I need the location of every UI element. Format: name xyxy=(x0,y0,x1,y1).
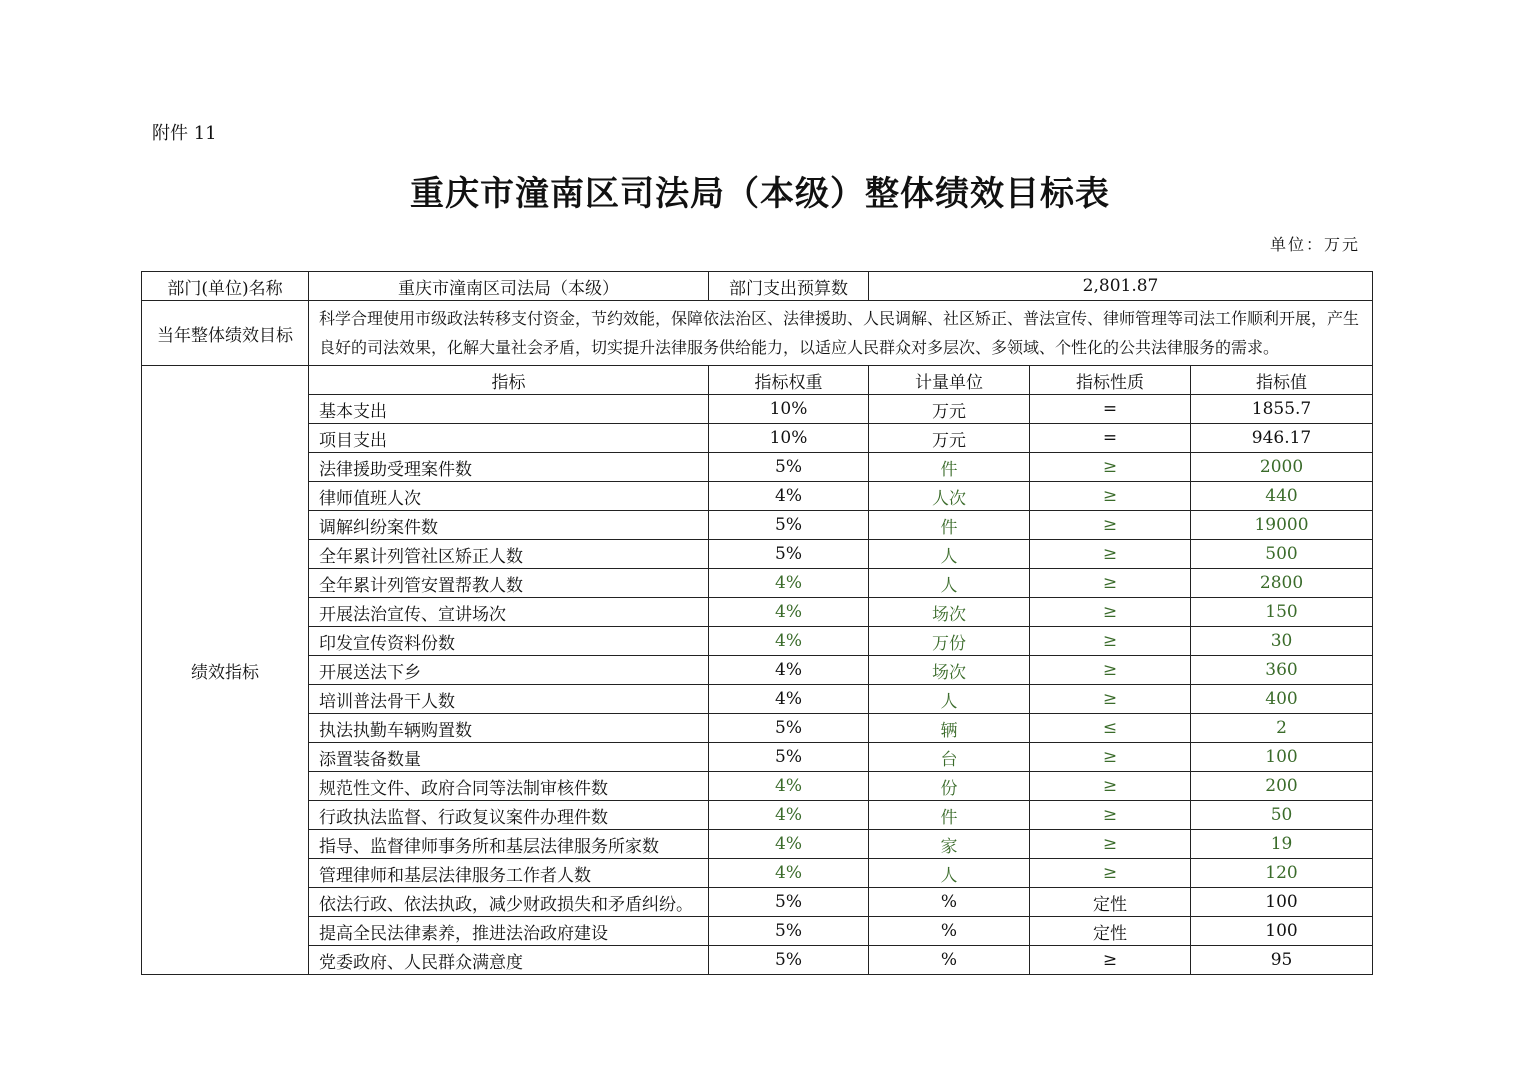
table-row xyxy=(142,859,1373,888)
indicator-weight-cell: 4% xyxy=(709,482,869,511)
indicator-value-cell: 100 xyxy=(1191,743,1373,772)
indicator-weight-cell: 4% xyxy=(709,656,869,685)
table-row xyxy=(142,743,1373,772)
table-row xyxy=(142,772,1373,801)
indicator-unit-cell: 人次 xyxy=(869,482,1030,511)
indicator-name-cell: 全年累计列管社区矫正人数 xyxy=(309,540,709,569)
indicators-section-label: 绩效指标 xyxy=(142,366,309,975)
indicator-unit-cell: 万份 xyxy=(869,627,1030,656)
indicator-weight-cell: 4% xyxy=(709,569,869,598)
table-row xyxy=(142,656,1373,685)
header-row xyxy=(142,272,1373,301)
indicator-weight-cell: 4% xyxy=(709,685,869,714)
indicator-unit-cell: % xyxy=(869,917,1030,946)
indicator-name-cell: 培训普法骨干人数 xyxy=(309,685,709,714)
indicator-unit-cell: 辆 xyxy=(869,714,1030,743)
indicator-nature-cell: ≥ xyxy=(1030,540,1191,569)
table-row xyxy=(142,946,1373,975)
indicator-value-cell: 30 xyxy=(1191,627,1373,656)
indicator-name-cell: 提高全民法律素养，推进法治政府建设 xyxy=(309,917,709,946)
table-row xyxy=(142,598,1373,627)
indicator-unit-cell: 人 xyxy=(869,569,1030,598)
indicator-weight-cell: 5% xyxy=(709,540,869,569)
indicator-weight-cell: 5% xyxy=(709,888,869,917)
indicator-value-cell: 19 xyxy=(1191,830,1373,859)
indicator-unit-cell: 家 xyxy=(869,830,1030,859)
indicator-nature-cell: ≥ xyxy=(1030,511,1191,540)
table-row xyxy=(142,511,1373,540)
indicator-nature-cell: = xyxy=(1030,424,1191,453)
indicator-name-cell: 管理律师和基层法律服务工作者人数 xyxy=(309,859,709,888)
indicator-value-cell: 200 xyxy=(1191,772,1373,801)
indicator-unit-cell: 万元 xyxy=(869,424,1030,453)
table-row xyxy=(142,627,1373,656)
goal-label-cell: 当年整体绩效目标 xyxy=(142,301,309,366)
column-header-indicator: 指标 xyxy=(309,366,709,395)
table-row xyxy=(142,482,1373,511)
table-row xyxy=(142,801,1373,830)
indicator-unit-cell: 人 xyxy=(869,685,1030,714)
indicator-value-cell: 19000 xyxy=(1191,511,1373,540)
indicator-nature-cell: 定性 xyxy=(1030,917,1191,946)
indicator-nature-cell: ≥ xyxy=(1030,569,1191,598)
table-row xyxy=(142,569,1373,598)
budget-value-cell: 2,801.87 xyxy=(869,272,1373,301)
indicator-value-cell: 500 xyxy=(1191,540,1373,569)
indicator-nature-cell: ≥ xyxy=(1030,801,1191,830)
indicator-nature-cell: ≤ xyxy=(1030,714,1191,743)
indicator-value-cell: 946.17 xyxy=(1191,424,1373,453)
indicator-name-cell: 指导、监督律师事务所和基层法律服务所家数 xyxy=(309,830,709,859)
indicator-nature-cell: ≥ xyxy=(1030,743,1191,772)
indicator-name-cell: 调解纠纷案件数 xyxy=(309,511,709,540)
indicator-value-cell: 50 xyxy=(1191,801,1373,830)
dept-label-cell: 部门(单位)名称 xyxy=(142,272,309,301)
indicator-value-cell: 2800 xyxy=(1191,569,1373,598)
indicator-weight-cell: 5% xyxy=(709,743,869,772)
indicator-unit-cell: % xyxy=(869,888,1030,917)
indicator-unit-cell: % xyxy=(869,946,1030,975)
indicator-unit-cell: 台 xyxy=(869,743,1030,772)
indicator-weight-cell: 10% xyxy=(709,395,869,424)
indicator-name-cell: 项目支出 xyxy=(309,424,709,453)
indicator-name-cell: 依法行政、依法执政，减少财政损失和矛盾纠纷。 xyxy=(309,888,709,917)
indicator-unit-cell: 场次 xyxy=(869,656,1030,685)
table-row xyxy=(142,830,1373,859)
indicator-name-cell: 添置装备数量 xyxy=(309,743,709,772)
budget-label-cell: 部门支出预算数 xyxy=(709,272,869,301)
indicator-value-cell: 100 xyxy=(1191,917,1373,946)
indicator-unit-cell: 人 xyxy=(869,859,1030,888)
indicator-name-cell: 规范性文件、政府合同等法制审核件数 xyxy=(309,772,709,801)
indicator-name-cell: 行政执法监督、行政复议案件办理件数 xyxy=(309,801,709,830)
indicator-nature-cell: ≥ xyxy=(1030,598,1191,627)
indicator-name-cell: 开展法治宣传、宣讲场次 xyxy=(309,598,709,627)
indicator-nature-cell: ≥ xyxy=(1030,685,1191,714)
column-header-weight: 指标权重 xyxy=(709,366,869,395)
table-row xyxy=(142,453,1373,482)
indicator-name-cell: 基本支出 xyxy=(309,395,709,424)
indicator-unit-cell: 份 xyxy=(869,772,1030,801)
indicator-name-cell: 全年累计列管安置帮教人数 xyxy=(309,569,709,598)
indicator-nature-cell: ≥ xyxy=(1030,482,1191,511)
indicator-weight-cell: 5% xyxy=(709,917,869,946)
indicator-value-cell: 2000 xyxy=(1191,453,1373,482)
indicator-unit-cell: 场次 xyxy=(869,598,1030,627)
indicator-weight-cell: 5% xyxy=(709,453,869,482)
page-title: 重庆市潼南区司法局（本级）整体绩效目标表 xyxy=(410,174,1110,214)
indicator-weight-cell: 4% xyxy=(709,627,869,656)
indicator-weight-cell: 5% xyxy=(709,946,869,975)
indicator-nature-cell: = xyxy=(1030,395,1191,424)
indicator-value-cell: 120 xyxy=(1191,859,1373,888)
indicator-name-cell: 执法执勤车辆购置数 xyxy=(309,714,709,743)
table-row xyxy=(142,714,1373,743)
table-row xyxy=(142,685,1373,714)
indicator-value-cell: 95 xyxy=(1191,946,1373,975)
indicator-name-cell: 法律援助受理案件数 xyxy=(309,453,709,482)
column-header-unit: 计量单位 xyxy=(869,366,1030,395)
indicator-weight-cell: 5% xyxy=(709,714,869,743)
indicator-weight-cell: 4% xyxy=(709,830,869,859)
indicator-unit-cell: 万元 xyxy=(869,395,1030,424)
goal-row xyxy=(142,301,1373,366)
performance-table xyxy=(141,271,1373,975)
goal-text-cell: 科学合理使用市级政法转移支付资金，节约效能，保障依法治区、法律援助、人民调解、社区矫正、普法宣传、律师管理等司法工作顺利开展，产生良好的司法效果，化解大量社会矛盾，切实提升法律服务供给能力，以适应人民群众对多层次、多领域、个性化的公共法律服务的需求。 xyxy=(309,301,1373,366)
indicator-nature-cell: ≥ xyxy=(1030,772,1191,801)
indicator-value-cell: 150 xyxy=(1191,598,1373,627)
unit-label: 单位：万元 xyxy=(1269,235,1360,254)
table-row xyxy=(142,888,1373,917)
indicator-weight-cell: 10% xyxy=(709,424,869,453)
indicator-nature-cell: ≥ xyxy=(1030,627,1191,656)
indicator-weight-cell: 4% xyxy=(709,859,869,888)
table-row xyxy=(142,917,1373,946)
indicator-unit-cell: 件 xyxy=(869,801,1030,830)
indicator-value-cell: 100 xyxy=(1191,888,1373,917)
indicator-value-cell: 2 xyxy=(1191,714,1373,743)
column-header-value: 指标值 xyxy=(1191,366,1373,395)
indicator-nature-cell: ≥ xyxy=(1030,656,1191,685)
attachment-label: 附件 11 xyxy=(152,123,217,144)
indicator-name-cell: 党委政府、人民群众满意度 xyxy=(309,946,709,975)
indicator-header-row xyxy=(142,366,1373,395)
indicator-unit-cell: 件 xyxy=(869,453,1030,482)
indicator-value-cell: 1855.7 xyxy=(1191,395,1373,424)
indicator-value-cell: 440 xyxy=(1191,482,1373,511)
indicator-nature-cell: ≥ xyxy=(1030,946,1191,975)
indicator-nature-cell: 定性 xyxy=(1030,888,1191,917)
table-row xyxy=(142,540,1373,569)
indicator-weight-cell: 5% xyxy=(709,511,869,540)
indicator-unit-cell: 件 xyxy=(869,511,1030,540)
indicator-weight-cell: 4% xyxy=(709,598,869,627)
indicator-nature-cell: ≥ xyxy=(1030,859,1191,888)
table-row xyxy=(142,395,1373,424)
column-header-nature: 指标性质 xyxy=(1030,366,1191,395)
indicator-nature-cell: ≥ xyxy=(1030,830,1191,859)
indicator-nature-cell: ≥ xyxy=(1030,453,1191,482)
dept-name-cell: 重庆市潼南区司法局（本级） xyxy=(309,272,709,301)
indicator-weight-cell: 4% xyxy=(709,772,869,801)
indicator-unit-cell: 人 xyxy=(869,540,1030,569)
indicator-value-cell: 400 xyxy=(1191,685,1373,714)
table-row xyxy=(142,424,1373,453)
indicator-name-cell: 开展送法下乡 xyxy=(309,656,709,685)
indicator-value-cell: 360 xyxy=(1191,656,1373,685)
indicator-weight-cell: 4% xyxy=(709,801,869,830)
indicator-name-cell: 印发宣传资料份数 xyxy=(309,627,709,656)
indicator-name-cell: 律师值班人次 xyxy=(309,482,709,511)
